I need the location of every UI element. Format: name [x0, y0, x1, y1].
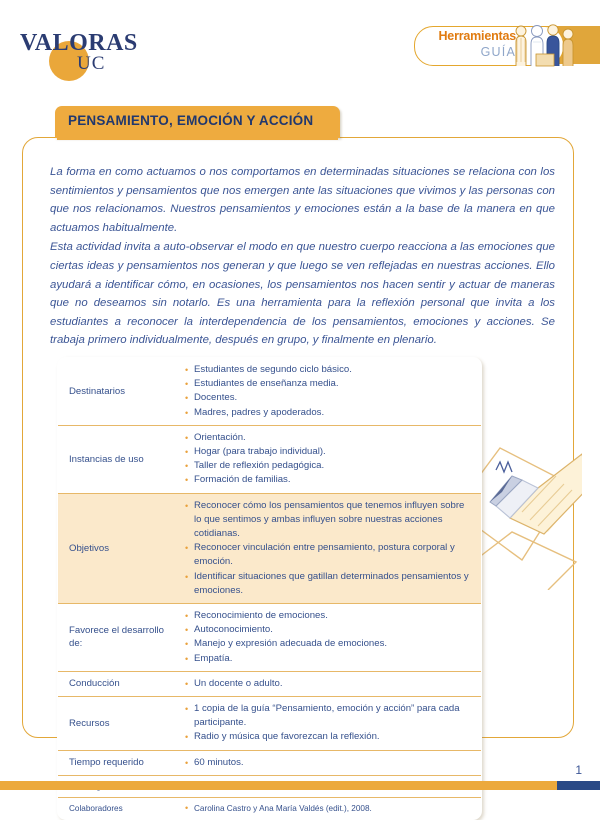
table-row — [58, 697, 482, 751]
table-row — [58, 797, 482, 819]
bullet-list — [185, 677, 474, 691]
valoras-uc-label: UC — [77, 53, 106, 74]
list-item: • Empatía. — [185, 652, 474, 666]
list-item: • Estudiantes de segundo ciclo básico. — [185, 363, 474, 377]
valoras-logo — [20, 28, 150, 80]
table-row-label: Colaboradores — [69, 803, 123, 813]
badge-line-herramientas: Herramientas — [438, 29, 516, 43]
list-item: • Hogar (para trabajo individual). — [185, 445, 474, 459]
people-illustration-icon — [512, 22, 580, 68]
list-item: • Reconocer vinculación entre pensamiento, postura corporal y emoción. — [185, 541, 474, 569]
table-row-label: Recursos — [58, 697, 176, 751]
list-item: • 1 copia de la guía “Pensamiento, emoción y acción” para cada participante. — [185, 702, 474, 730]
table-row-items — [175, 358, 482, 426]
table-row-label: Objetivos — [58, 493, 176, 603]
bullet-list — [185, 499, 474, 598]
list-item: • Un docente o adulto. — [185, 677, 474, 691]
table-row-items — [175, 493, 482, 603]
bullet-list — [185, 609, 474, 666]
badge-line-guia: GUÍA — [480, 45, 516, 59]
table-row-items — [175, 671, 482, 696]
table-row-items — [175, 797, 482, 819]
table-row-label: Destinatarios — [58, 358, 176, 426]
bullet-list — [185, 702, 474, 745]
list-item: • Autoconocimiento. — [185, 623, 474, 637]
intro-text-block — [50, 163, 555, 351]
bullet-list — [185, 756, 474, 770]
document-title-tab — [55, 106, 340, 138]
table-row-items — [175, 604, 482, 672]
list-item: • Reconocer cómo los pensamientos que tenemos influyen sobre lo que sentimos y ambas influyen sobre nuestras acciones cotidianas. — [185, 499, 474, 542]
bullet-list — [185, 803, 474, 814]
table-row — [58, 425, 482, 493]
list-item: • Estudiantes de enseñanza media. — [185, 377, 474, 391]
title-tab-mask — [57, 136, 338, 140]
table-row-label: Favorece el desarrollo de: — [58, 604, 176, 672]
intro-paragraph-2: Esta actividad invita a auto-observar el modo en que nuestro cuerpo reacciona a las emociones que ciertas ideas y pensamientos nos generan y que luego se ven reflejadas en nuestras acciones. Ello ayudará a identificar cómo, en ocasiones, los pensamientos nos hacen sentir y actuar de maneras que no deseamos sin notarlo. Es una herramienta para la reflexión personal que invita a los estudiantes a reconocer la interdependencia de los pensamientos, emociones y acciones. Se trabaja primero individualmente, después en grupo, y finalmente en plenario. — [50, 241, 555, 347]
table-row — [58, 604, 482, 672]
table-row — [58, 358, 482, 426]
list-item: • Identificar situaciones que gatillan determinados pensamientos y emociones. — [185, 570, 474, 598]
list-item: • Madres, padres y apoderados. — [185, 406, 474, 420]
table-row — [58, 750, 482, 775]
table-row — [58, 671, 482, 696]
table-row-items — [175, 425, 482, 493]
bullet-list — [185, 363, 474, 420]
page-number: 1 — [575, 763, 582, 777]
bullet-list — [185, 431, 474, 488]
table-row-label: Conducción — [58, 671, 176, 696]
list-item: • Reconocimiento de emociones. — [185, 609, 474, 623]
table-row-label: Instancias de uso — [58, 425, 176, 493]
footer-bar — [0, 781, 600, 790]
list-item: • Carolina Castro y Ana María Valdés (edit.), 2008. — [185, 803, 474, 814]
info-table-body — [58, 358, 482, 820]
list-item: • Taller de reflexión pedagógica. — [185, 459, 474, 473]
list-item: • 60 minutos. — [185, 756, 474, 770]
table-row-items — [175, 750, 482, 775]
info-table-container — [57, 357, 482, 820]
list-item: • Docentes. — [185, 391, 474, 405]
table-row-items — [175, 697, 482, 751]
list-item: • Orientación. — [185, 431, 474, 445]
page-header — [0, 0, 600, 92]
list-item: • Formación de familias. — [185, 473, 474, 487]
table-row — [58, 493, 482, 603]
activity-info-table — [57, 357, 482, 820]
footer-bar-accent — [557, 781, 600, 790]
table-row-label: Tiempo requerido — [58, 750, 176, 775]
valoras-wordmark: VALORAS — [20, 30, 138, 56]
page-title: PENSAMIENTO, EMOCIÓN Y ACCIÓN — [68, 113, 314, 128]
intro-paragraph-1: La forma en como actuamos o nos comportamos en determinadas situaciones se relaciona con los sentimientos y pensamientos que nos emergen ante las situaciones que vivimos y las personas con que nos relacionamos. Nuestros pensamientos y emociones están a la base de la manera en que actuamos habitualmente. — [50, 166, 555, 234]
list-item: • Radio y música que favorezcan la reflexión. — [185, 730, 474, 744]
list-item: • Manejo y expresión adecuada de emociones. — [185, 637, 474, 651]
badge-text — [424, 29, 516, 60]
